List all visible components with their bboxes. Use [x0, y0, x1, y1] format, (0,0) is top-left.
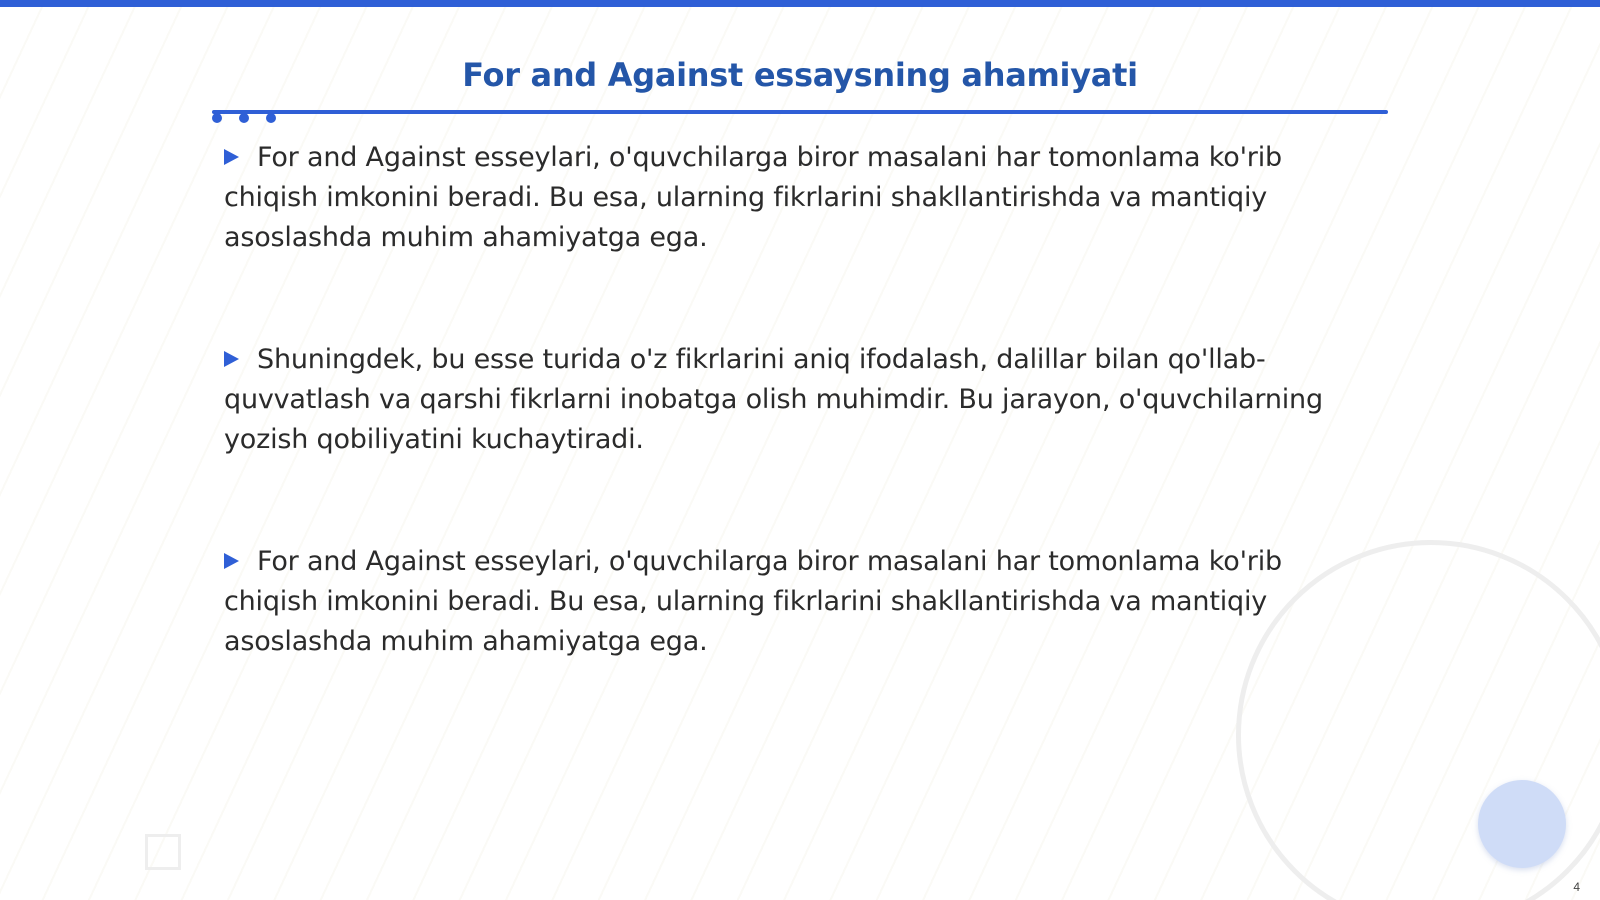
title-dot-3 [266, 113, 276, 123]
paragraph-text: For and Against esseylari, o'quvchilarga biror masalani har tomonlama ko'rib chiqish imkonini beradi. Bu esa, ularning fikrlarini shakllantirishda va mantiqiy asoslashda muhim ahamiyatga ega. [224, 142, 1282, 253]
bullet-list [224, 138, 1354, 662]
slide-title: For and Against essaysning ahamiyati [462, 56, 1138, 94]
triangle-right-icon [224, 351, 239, 367]
bullet-paragraph [224, 542, 1354, 662]
page-number: 4 [1573, 880, 1580, 894]
decorative-circle [1478, 780, 1566, 868]
top-accent-bar [0, 0, 1600, 7]
paragraph-text: For and Against esseylari, o'quvchilarga biror masalani har tomonlama ko'rib chiqish imkonini beradi. Bu esa, ularning fikrlarini shakllantirishda va mantiqiy asoslashda muhim ahamiyatga ega. [224, 546, 1282, 657]
title-dot-2 [239, 113, 249, 123]
bullet-paragraph [224, 340, 1354, 460]
triangle-right-icon [224, 149, 239, 165]
title-underline [212, 110, 1388, 114]
title-dot-1 [212, 113, 222, 123]
triangle-right-icon [224, 553, 239, 569]
paragraph-text: Shuningdek, bu esse turida o'z fikrlarini aniq ifodalash, dalillar bilan qo'llab-quvvatlash va qarshi fikrlarni inobatga olish muhimdir. Bu jarayon, o'quvchilarning yozish qobiliyatini kuchaytiradi. [224, 344, 1323, 455]
decorative-square [145, 834, 181, 870]
bullet-paragraph [224, 138, 1354, 258]
